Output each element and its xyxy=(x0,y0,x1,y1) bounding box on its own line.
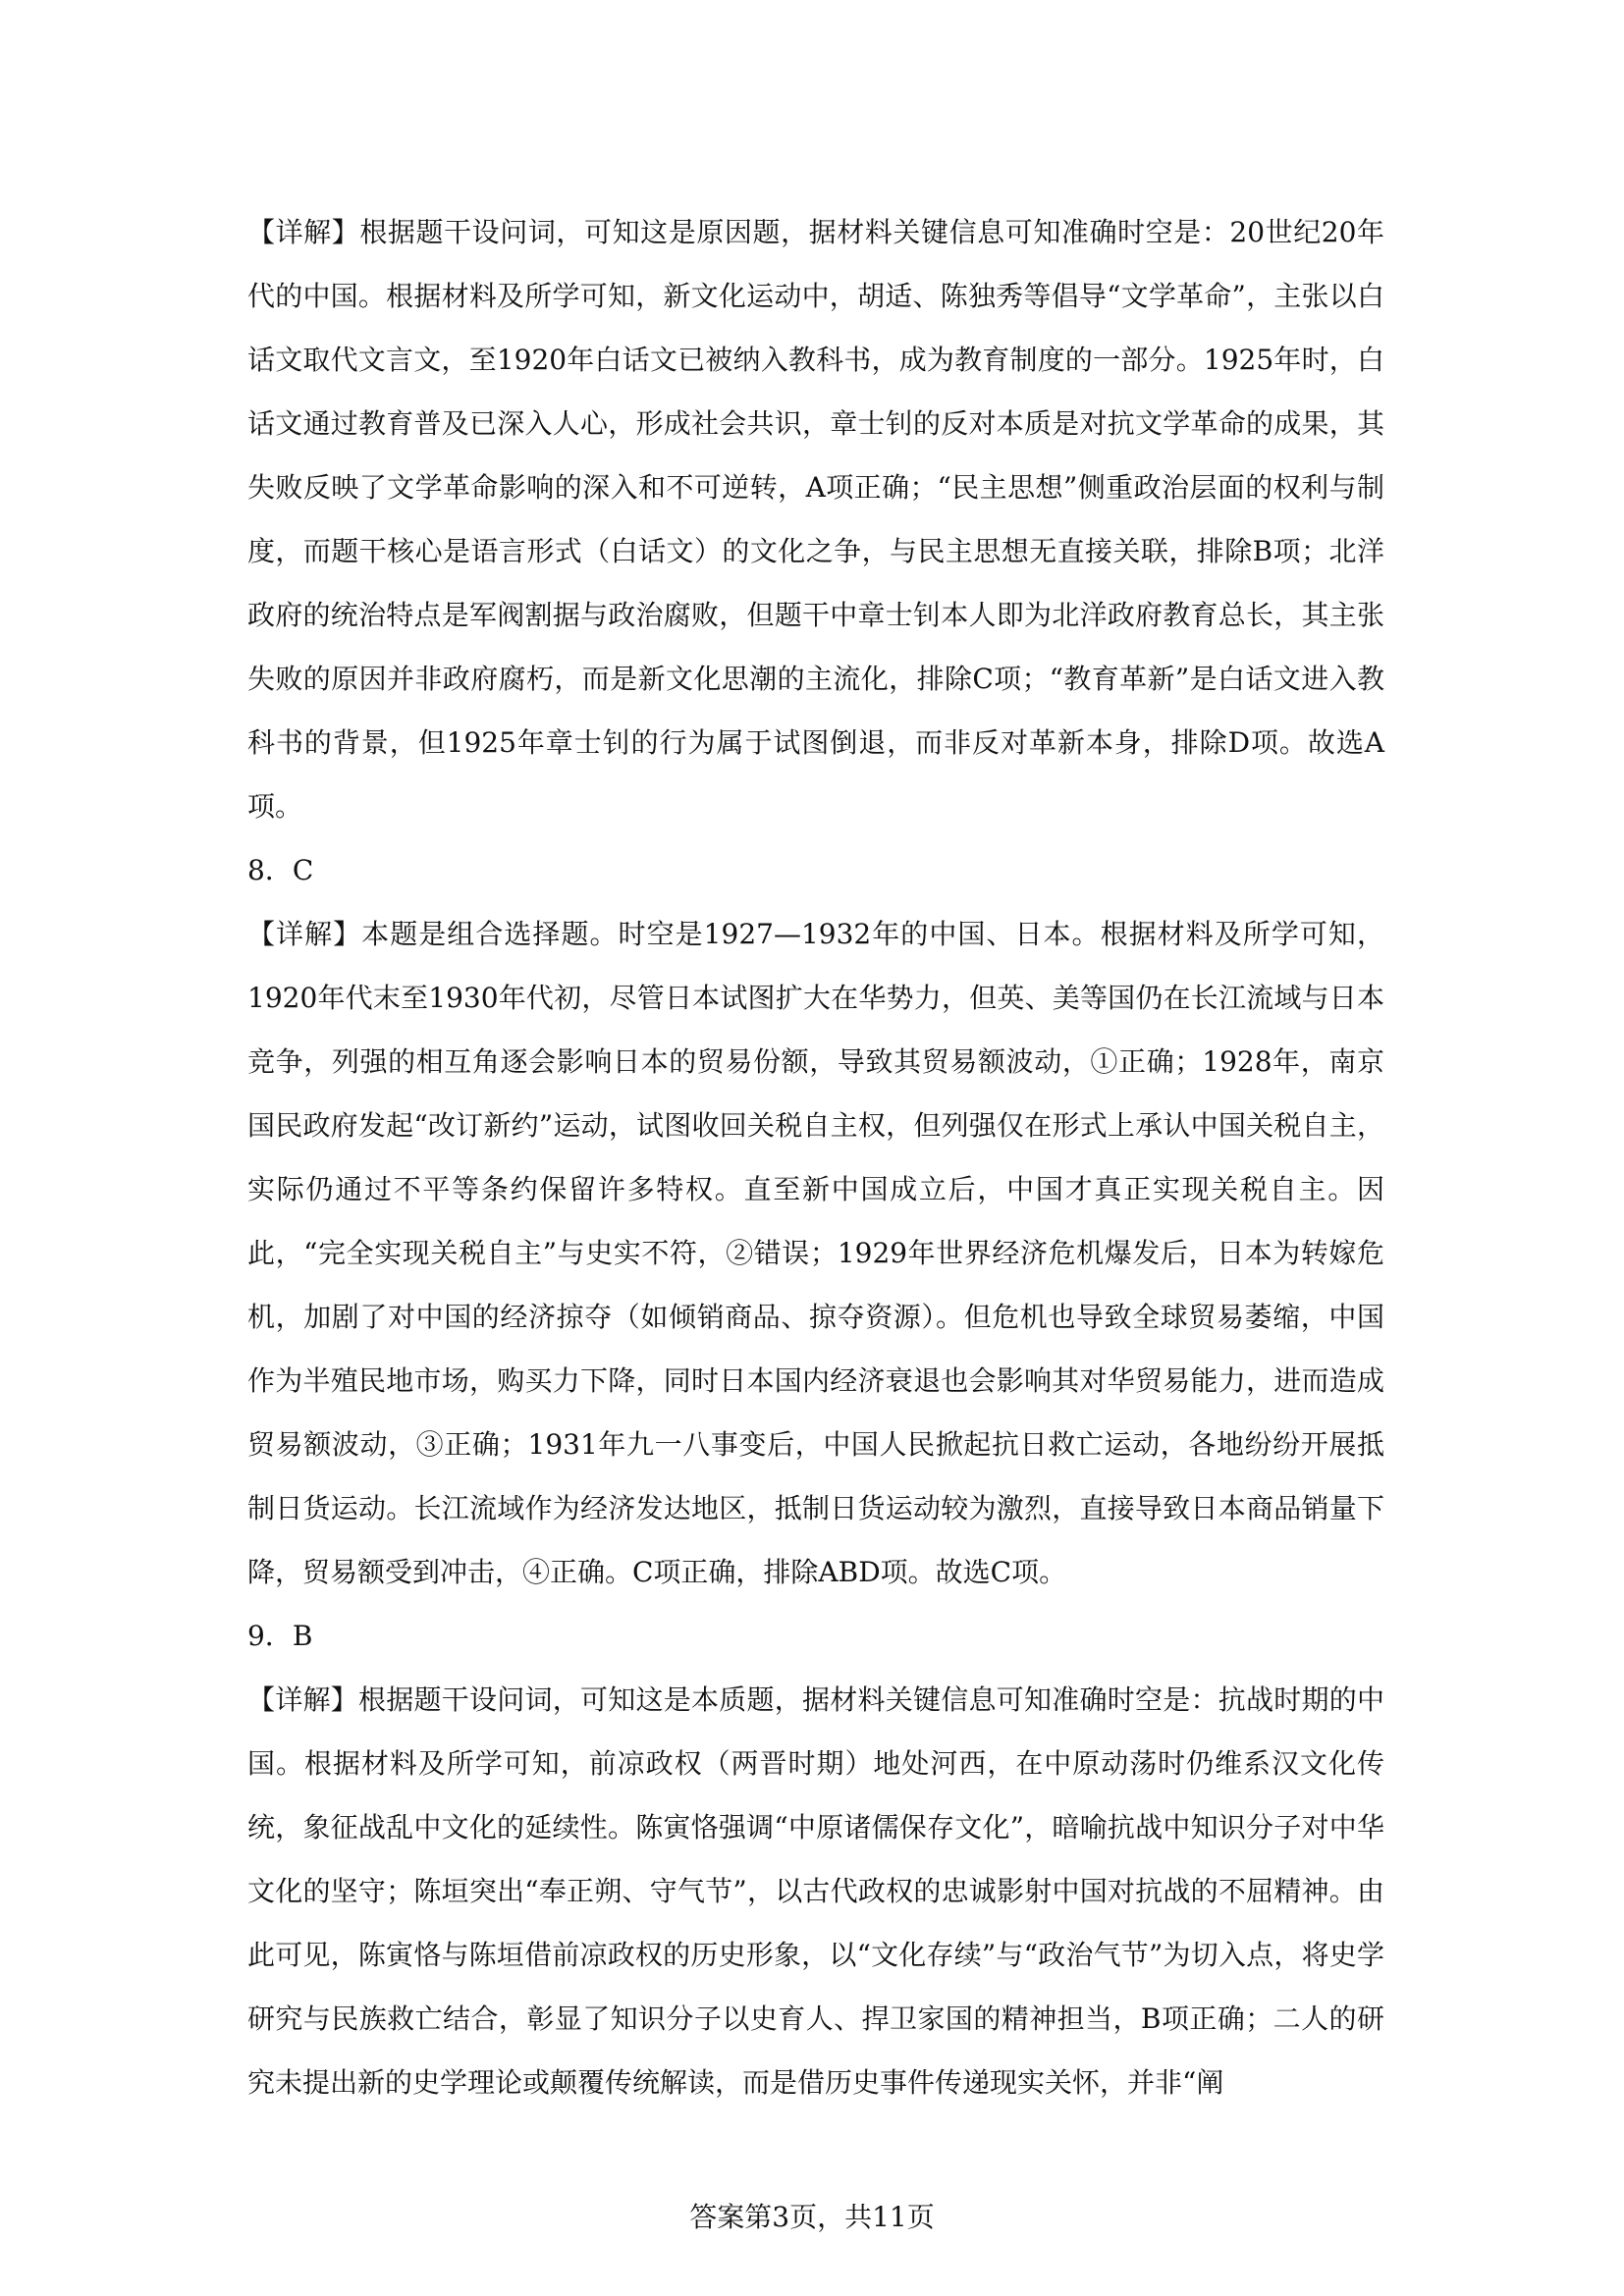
explanation-paragraph-9 xyxy=(247,1668,1384,2114)
explanation-paragraph-7 xyxy=(247,200,1384,838)
document-body xyxy=(247,200,1384,2114)
answer-9: 9．B xyxy=(247,1620,313,1652)
explanation-tag: 【详解】 xyxy=(247,216,360,248)
explanation-text: 根据题干设问词，可知这是本质题，据材料关键信息可知准确时空是：抗战时期的中国。根据材料及所学可知，前凉政权（两晋时期）地处河西，在中原动荡时仍维系汉文化传统，象征战乱中文化的延续性。陈寅恪强调“中原诸儒保存文化”，暗喻抗战中知识分子对中华文化的坚守；陈垣突出“奉正朔、守气节”，以古代政权的忠诚影射中国对抗战的不屈精神。由此可见，陈寅恪与陈垣借前凉政权的历史形象，以“文化存续”与“政治气节”为切入点，将史学研究与民族救亡结合，彰显了知识分子以史育人、捍卫家国的精神担当，B项正确；二人的研究未提出新的史学理论或颠覆传统解读，而是借历史事件传递现实关怀，并非“阐 xyxy=(247,1683,1384,2099)
explanation-text: 本题是组合选择题。时空是1927—1932年的中国、日本。根据材料及所学可知，1920年代末至1930年代初，尽管日本试图扩大在华势力，但英、美等国仍在长江流域与日本竞争，列强的相互角逐会影响日本的贸易份额，导致其贸易额波动，①正确；1928年，南京国民政府发起“改订新约”运动，试图收回关税自主权，但列强仅在形式上承认中国关税自主，实际仍通过不平等条约保留许多特权。直至新中国成立后，中国才真正实现关税自主。因此，“完全实现关税自主”与史实不符，②错误；1929年世界经济危机爆发后，日本为转嫁危机，加剧了对中国的经济掠夺（如倾销商品、掠夺资源）。但危机也导致全球贸易萎缩，中国作为半殖民地市场，购买力下降，同时日本国内经济衰退也会影响其对华贸易能力，进而造成贸易额波动，③正确；1931年九一八事变后，中国人民掀起抗日救亡运动，各地纷纷开展抵制日货运动。长江流域作为经济发达地区，抵制日货运动较为激烈，直接导致日本商品销量下降，贸易额受到冲击，④正确。C项正确，排除ABD项。故选C项。 xyxy=(247,918,1384,1588)
page-footer: 答案第3页，共11页 xyxy=(689,2201,935,2233)
answer-8: 8．C xyxy=(247,854,314,886)
explanation-paragraph-8 xyxy=(247,902,1384,1604)
explanation-tag: 【详解】 xyxy=(247,1683,358,1716)
explanation-text: 根据题干设问词，可知这是原因题，据材料关键信息可知准确时空是：20世纪20年代的中国。根据材料及所学可知，新文化运动中，胡适、陈独秀等倡导“文学革命”，主张以白话文取代文言文，至1920年白话文已被纳入教科书，成为教育制度的一部分。1925年时，白话文通过教育普及已深入人心，形成社会共识，章士钊的反对本质是对抗文学革命的成果，其失败反映了文学革命影响的深入和不可逆转，A项正确；“民主思想”侧重政治层面的权利与制度，而题干核心是语言形式（白话文）的文化之争，与民主思想无直接关联，排除B项；北洋政府的统治特点是军阀割据与政治腐败，但题干中章士钊本人即为北洋政府教育总长，其主张失败的原因并非政府腐朽，而是新文化思潮的主流化，排除C项；“教育革新”是白话文进入教科书的背景，但1925年章士钊的行为属于试图倒退，而非反对革新本身，排除D项。故选A项。 xyxy=(247,216,1384,823)
explanation-tag: 【详解】 xyxy=(247,918,362,950)
